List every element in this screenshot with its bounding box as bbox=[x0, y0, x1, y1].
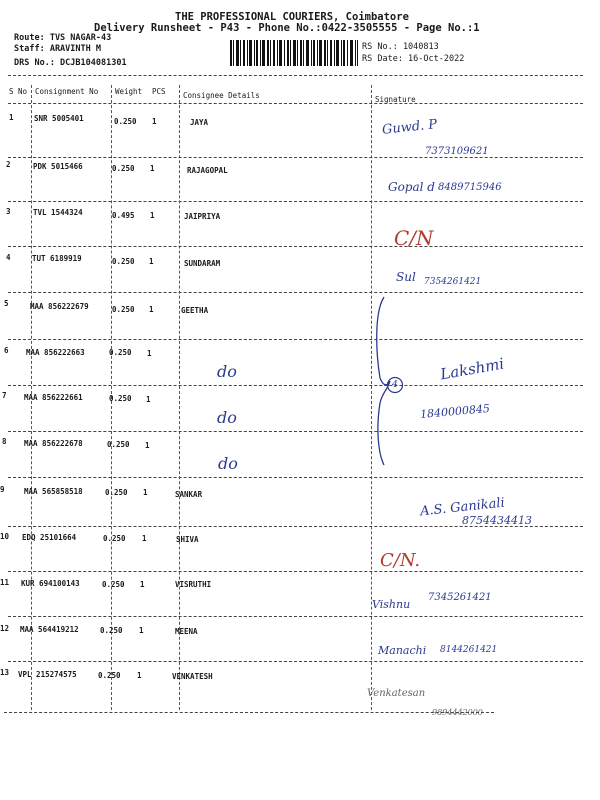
ditto-mark: do bbox=[218, 454, 238, 473]
row-pcs: 1 bbox=[147, 349, 152, 358]
ditto-mark: do bbox=[217, 362, 237, 381]
col-header-consignee: Consignee Details bbox=[183, 91, 260, 100]
ditto-mark: do bbox=[217, 408, 237, 427]
row-weight: 0.250 bbox=[107, 440, 130, 449]
row-pcs: 1 bbox=[140, 580, 145, 589]
bracket-phone: 1840000845 bbox=[419, 401, 491, 422]
route-label: Route: TVS NAGAR-43 bbox=[14, 33, 112, 43]
row-phone: 7345261421 bbox=[428, 592, 492, 603]
row-signature: Gopal d bbox=[388, 180, 435, 194]
row-separator bbox=[8, 477, 583, 478]
row-consignment: MAA 856222679 bbox=[30, 302, 89, 311]
row-separator bbox=[8, 431, 583, 432]
header-bottom-rule bbox=[8, 103, 583, 104]
row-consignment: SNR 5005401 bbox=[34, 114, 84, 123]
row-separator bbox=[8, 157, 583, 158]
row-consignee: JAIPRIYA bbox=[184, 212, 221, 221]
row-phone: 7373109621 bbox=[425, 146, 489, 157]
runsheet-subtitle: Delivery Runsheet - P43 - Phone No.:0422-3505555 - Page No.:1 bbox=[94, 22, 480, 34]
row-separator bbox=[8, 571, 583, 572]
row-consignment: MAA 856222678 bbox=[24, 439, 83, 448]
barcode bbox=[230, 40, 358, 66]
row-weight: 0.250 bbox=[100, 626, 123, 635]
row-separator bbox=[8, 661, 583, 662]
row-consignee: GEETHA bbox=[181, 306, 209, 315]
col-header-pcs: PCS bbox=[152, 87, 166, 96]
row-separator bbox=[8, 201, 583, 202]
row-consignee: VENKATESH bbox=[172, 672, 213, 681]
row-consignment: KUR 694100143 bbox=[21, 579, 80, 588]
row-signature: Vishnu bbox=[372, 598, 411, 611]
row-pcs: 1 bbox=[150, 211, 155, 220]
row-weight: 0.495 bbox=[112, 211, 135, 220]
row-phone: 8489715946 bbox=[438, 182, 502, 193]
row-phone: 9894442000 bbox=[432, 708, 483, 717]
row-separator bbox=[8, 526, 583, 527]
row-signature: Venkatesan bbox=[367, 688, 426, 699]
row-pcs: 1 bbox=[146, 395, 151, 404]
row-sno: 8 bbox=[2, 437, 7, 446]
row-consignment: MAA 856222663 bbox=[26, 348, 85, 357]
company-title: THE PROFESSIONAL COURIERS, Coimbatore bbox=[175, 11, 409, 23]
row-separator bbox=[8, 246, 583, 247]
row-consignee: RAJAGOPAL bbox=[187, 166, 228, 175]
row-weight: 0.250 bbox=[112, 257, 135, 266]
row-separator bbox=[8, 616, 583, 617]
row-consignment: EDQ 25101664 bbox=[22, 533, 77, 542]
row-sno: 7 bbox=[2, 391, 7, 400]
col-header-signature: Signature bbox=[375, 95, 416, 104]
row-sno: 3 bbox=[6, 207, 11, 216]
row-signature: A.S. Ganikali bbox=[419, 495, 506, 520]
circle-mark-number: 4 bbox=[392, 380, 398, 390]
row-pcs: 1 bbox=[145, 441, 150, 450]
row-pcs: 1 bbox=[139, 626, 144, 635]
row-pcs: 1 bbox=[149, 257, 154, 266]
row-consignment: PDK 5015466 bbox=[33, 162, 83, 171]
row-consignee: MEENA bbox=[175, 627, 198, 636]
row-sno: 12 bbox=[0, 624, 10, 633]
row-sno: 2 bbox=[6, 160, 11, 169]
row-sno: 1 bbox=[9, 113, 14, 122]
row-sno: 5 bbox=[4, 299, 9, 308]
row-pcs: 1 bbox=[152, 117, 157, 126]
rs-date: RS Date: 16-Oct-2022 bbox=[362, 54, 465, 64]
row-weight: 0.250 bbox=[103, 534, 126, 543]
row-consignee: VISRUTHI bbox=[175, 580, 212, 589]
row-consignee: SHIVA bbox=[176, 535, 199, 544]
row-pcs: 1 bbox=[137, 671, 142, 680]
row-weight: 0.250 bbox=[105, 488, 128, 497]
row-consignment: TVL 1544324 bbox=[33, 208, 83, 217]
row-phone: 7354261421 bbox=[424, 277, 482, 287]
col-header-sno: S No bbox=[9, 87, 28, 96]
row-sno: 10 bbox=[0, 532, 10, 541]
row-weight: 0.250 bbox=[109, 348, 132, 357]
row-phone: 8754434413 bbox=[462, 514, 532, 527]
header-top-rule bbox=[8, 75, 583, 76]
row-consignment: MAA 856222661 bbox=[24, 393, 83, 402]
table-bottom-rule bbox=[4, 712, 494, 713]
col-header-consignment: Consignment No bbox=[35, 87, 99, 96]
row-weight: 0.250 bbox=[112, 164, 135, 173]
row-sno: 6 bbox=[4, 346, 9, 355]
cn-mark: C/N. bbox=[380, 550, 421, 571]
row-consignment: MAA 565858518 bbox=[24, 487, 83, 496]
row-consignee: SUNDARAM bbox=[184, 259, 221, 268]
row-pcs: 1 bbox=[150, 164, 155, 173]
row-pcs: 1 bbox=[149, 305, 154, 314]
row-signature: Guwd. P bbox=[381, 117, 438, 138]
row-signature: Sul bbox=[396, 270, 416, 284]
row-phone: 8144261421 bbox=[440, 645, 498, 655]
row-separator bbox=[8, 385, 583, 386]
drs-number: DRS No.: DCJB104081301 bbox=[14, 58, 127, 68]
row-sno: 9 bbox=[0, 485, 5, 494]
row-sno: 13 bbox=[0, 668, 10, 677]
row-separator bbox=[8, 292, 583, 293]
col-header-weight: Weight bbox=[115, 87, 143, 96]
staff-label: Staff: ARAVINTH M bbox=[14, 44, 101, 54]
row-signature: Manachi bbox=[378, 644, 427, 657]
row-pcs: 1 bbox=[143, 488, 148, 497]
row-pcs: 1 bbox=[142, 534, 147, 543]
row-weight: 0.250 bbox=[98, 671, 121, 680]
row-consignment: MAA 564419212 bbox=[20, 625, 79, 634]
row-consignee: SANKAR bbox=[175, 490, 203, 499]
row-separator bbox=[8, 339, 583, 340]
row-weight: 0.250 bbox=[112, 305, 135, 314]
row-weight: 0.250 bbox=[109, 394, 132, 403]
bracket-signature: Lakshmi bbox=[438, 354, 506, 384]
row-consignment: VPL 215274575 bbox=[18, 670, 77, 679]
cn-mark: C/N bbox=[394, 226, 434, 250]
rs-number: RS No.: 1040813 bbox=[362, 42, 439, 52]
row-weight: 0.250 bbox=[114, 117, 137, 126]
row-weight: 0.250 bbox=[102, 580, 125, 589]
row-sno: 4 bbox=[6, 253, 11, 262]
row-consignment: TUT 6189919 bbox=[32, 254, 82, 263]
row-sno: 11 bbox=[0, 578, 10, 587]
row-consignee: JAYA bbox=[190, 118, 209, 127]
